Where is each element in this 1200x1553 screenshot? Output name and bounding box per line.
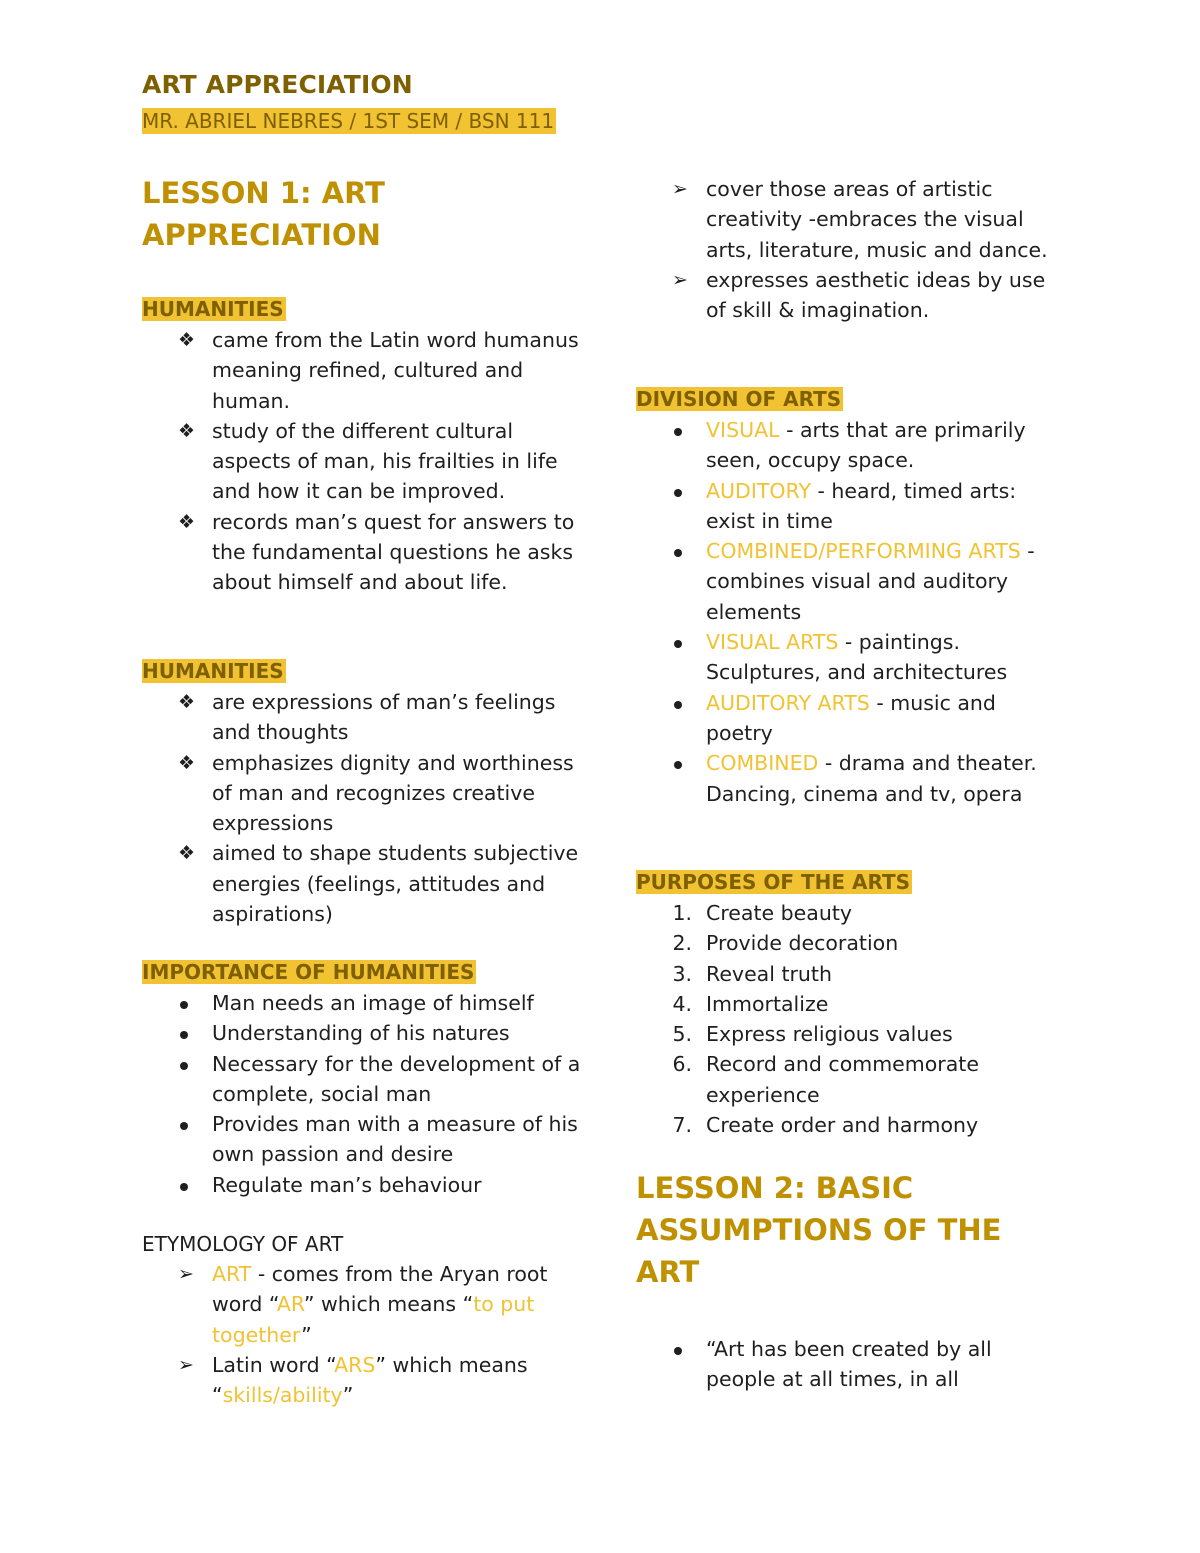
importance-list bbox=[142, 988, 582, 1200]
list-item: ❖ are expressions of man’s feelings and thoughts bbox=[142, 687, 582, 748]
list-item: Man needs an image of himself bbox=[142, 988, 582, 1018]
list-item: COMBINED/PERFORMING ARTS - combines visual and auditory elements bbox=[636, 536, 1056, 627]
list-item: Necessary for the development of a complete, social man bbox=[142, 1049, 582, 1110]
list-item: ➢ ART - comes from the Aryan root word “AR” which means “to put together” bbox=[142, 1259, 582, 1350]
bullet-dot-icon bbox=[674, 489, 682, 497]
diamond-bullet-icon: ❖ bbox=[178, 691, 196, 713]
list-number: 4. bbox=[672, 991, 692, 1016]
etymology-section bbox=[142, 1231, 582, 1257]
bullet-dot-icon bbox=[674, 761, 682, 769]
list-item: VISUAL - arts that are primarily seen, occupy space. bbox=[636, 415, 1056, 476]
list-item: ➢ cover those areas of artistic creativity -embraces the visual arts, literature, music and dance. bbox=[636, 174, 1056, 265]
document-subtitle: MR. ABRIEL NEBRES / 1ST SEM / BSN 111 bbox=[142, 109, 555, 133]
section-heading: PURPOSES OF THE ARTS bbox=[636, 870, 911, 894]
list-item: Provides man with a measure of his own passion and desire bbox=[142, 1109, 582, 1170]
lesson-1-title: LESSON 1: ART APPRECIATION bbox=[142, 176, 385, 252]
list-item: Regulate man’s behaviour bbox=[142, 1170, 582, 1200]
list-item: 3. Reveal truth bbox=[636, 959, 1056, 989]
bullet-dot-icon bbox=[180, 1122, 188, 1130]
list-item: ➢ Latin word “ARS” which means “skills/ability” bbox=[142, 1350, 582, 1411]
list-item: Understanding of his natures bbox=[142, 1018, 582, 1048]
purposes-section bbox=[636, 869, 1056, 895]
etymology-list bbox=[142, 1259, 582, 1410]
bullet-dot-icon bbox=[180, 1031, 188, 1039]
section-heading: DIVISION OF ARTS bbox=[636, 387, 842, 411]
bullet-dot-icon bbox=[180, 1001, 188, 1009]
humanities-section-1 bbox=[142, 296, 582, 322]
list-item: ❖ emphasizes dignity and worthiness of man and recognizes creative expressions bbox=[142, 748, 582, 839]
diamond-bullet-icon: ❖ bbox=[178, 842, 196, 865]
list-number: 2. bbox=[672, 931, 692, 956]
list-item: AUDITORY ARTS - music and poetry bbox=[636, 688, 1056, 749]
bullet-dot-icon bbox=[180, 1183, 188, 1191]
list-number: 3. bbox=[672, 961, 692, 986]
list-item: 1. Create beauty bbox=[636, 898, 1056, 928]
diamond-bullet-icon: ❖ bbox=[178, 329, 196, 351]
list-item: 4. Immortalize bbox=[636, 989, 1056, 1019]
bullet-dot-icon bbox=[674, 428, 682, 436]
list-number: 1. bbox=[672, 901, 692, 925]
section-heading: HUMANITIES bbox=[142, 297, 284, 321]
section-heading: HUMANITIES bbox=[142, 659, 284, 683]
diamond-bullet-icon: ❖ bbox=[178, 419, 196, 442]
section-heading: IMPORTANCE OF HUMANITIES bbox=[142, 960, 475, 984]
bullet-dot-icon bbox=[674, 549, 682, 557]
list-item: COMBINED - drama and theater. Dancing, cinema and tv, opera bbox=[636, 748, 1056, 809]
list-number: 7. bbox=[672, 1113, 692, 1138]
list-item: VISUAL ARTS - paintings. Sculptures, and architectures bbox=[636, 627, 1056, 688]
division-section bbox=[636, 386, 1056, 412]
list-number: 5. bbox=[672, 1022, 692, 1047]
purposes-list bbox=[636, 898, 1056, 1140]
bullet-dot-icon bbox=[674, 640, 682, 648]
arrow-bullet-icon: ➢ bbox=[178, 1353, 194, 1376]
list-item: ❖ came from the Latin word humanus meaning refined, cultured and human. bbox=[142, 325, 582, 416]
arrow-bullet-icon: ➢ bbox=[178, 1263, 194, 1285]
arrow-bullet-icon: ➢ bbox=[672, 178, 688, 200]
humanities-list-2 bbox=[142, 687, 582, 929]
section-heading: ETYMOLOGY OF ART bbox=[142, 1232, 344, 1256]
bullet-dot-icon bbox=[674, 1347, 682, 1355]
list-number: 6. bbox=[672, 1052, 692, 1077]
list-item: 6. Record and commemorate experience bbox=[636, 1049, 1056, 1110]
humanities-section-2 bbox=[142, 658, 582, 684]
division-list bbox=[636, 415, 1056, 809]
list-item: ❖ records man’s quest for answers to the fundamental questions he asks about himself and about life. bbox=[142, 507, 582, 598]
document-title: ART APPRECIATION bbox=[142, 70, 413, 99]
lesson-2-title: LESSON 2: BASIC ASSUMPTIONS OF THE ART bbox=[636, 1171, 1002, 1289]
arrow-bullet-icon: ➢ bbox=[672, 268, 688, 291]
humanities-list-1 bbox=[142, 325, 582, 598]
diamond-bullet-icon: ❖ bbox=[178, 751, 196, 774]
list-item: ➢ expresses aesthetic ideas by use of skill & imagination. bbox=[636, 265, 1056, 326]
importance-section bbox=[142, 959, 582, 985]
bullet-dot-icon bbox=[180, 1062, 188, 1070]
bullet-dot-icon bbox=[674, 701, 682, 709]
list-item: 5. Express religious values bbox=[636, 1019, 1056, 1049]
list-item: “Art has been created by all people at all times, in all bbox=[636, 1334, 1056, 1395]
list-item: ❖ study of the different cultural aspects of man, his frailties in life and how it can be improved. bbox=[142, 416, 582, 507]
list-item: AUDITORY - heard, timed arts: exist in time bbox=[636, 476, 1056, 537]
list-item: 2. Provide decoration bbox=[636, 928, 1056, 958]
art-definition-list bbox=[636, 174, 1056, 325]
diamond-bullet-icon: ❖ bbox=[178, 510, 196, 533]
lesson-2-list bbox=[636, 1334, 1056, 1395]
list-item: 7. Create order and harmony bbox=[636, 1110, 1056, 1140]
list-item: ❖ aimed to shape students subjective energies (feelings, attitudes and aspirations) bbox=[142, 838, 582, 929]
